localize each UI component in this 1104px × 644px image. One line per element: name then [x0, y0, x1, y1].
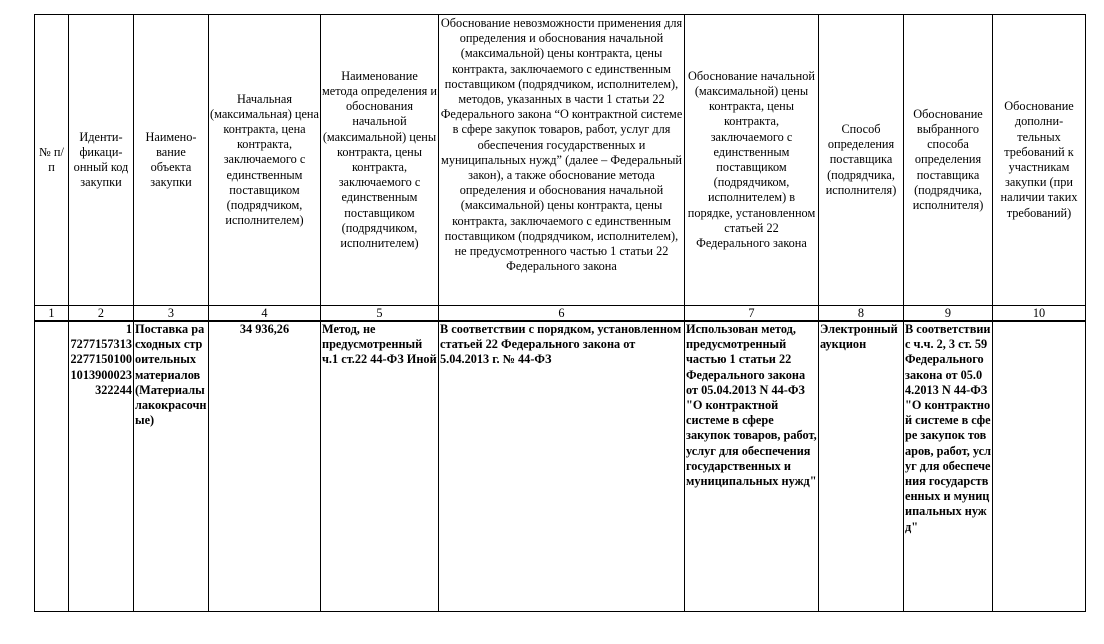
- row-index-text: 1: [125, 322, 132, 336]
- cell-procurement-code: [69, 321, 134, 612]
- header-justification-impossibility: Обоснование невозможности применения для определения и обоснования начальной (максимальной) цены контракта, цены контракта, заключаемого с единственным поставщиком (подрядчиком, исполнителем), методов, указанных в части 1 статьи 22 Федерального закона “О контрактной системе в сфере закупок товаров, работ, услуг для обеспечения государственных и муниципальных нужд” (далее – Федеральный закон), а также обоснование метода определения и обоснования начальной (максимальной) цены контракта, цены контракта, заключаемого с единственным поставщиком (подрядчиком, исполнителем), не предусмотренного частью 1 статьи 22 Федерального закона: [439, 15, 685, 306]
- column-number: 5: [321, 306, 439, 322]
- header-code: Иденти-фикаци-онный код закупки: [69, 15, 134, 306]
- cell-object: Поставка расходных строительных материалов (Материалы лакокрасочные): [134, 321, 209, 612]
- cell-supplier-method-justification: В соответствии с ч.ч. 2, 3 ст. 59 Федерального закона от 05.04.2013 N 44-ФЗ "О контрактной системе в сфере закупок товаров, работ, услуг для обеспечения государственных и муниципальных нужд": [904, 321, 993, 612]
- header-row: [35, 15, 1086, 306]
- header-additional-requirements: Обоснование дополни-тельных требований к участникам закупки (при наличии таких требований): [993, 15, 1086, 306]
- column-number: 1: [35, 306, 69, 322]
- header-supplier-method-justification: Обоснование выбранного способа определения поставщика (подрядчика, исполнителя): [904, 15, 993, 306]
- cell-price: 34 936,26: [209, 321, 321, 612]
- cell-method: Метод, не предусмотренный ч.1 ст.22 44-ФЗ Иной: [321, 321, 439, 612]
- column-number: 9: [904, 306, 993, 322]
- row-index: [35, 321, 69, 612]
- header-object: Наимено-вание объекта закупки: [134, 15, 209, 306]
- column-number-row: [35, 306, 1086, 322]
- cell-additional-requirements: [993, 321, 1086, 612]
- column-number: 2: [69, 306, 134, 322]
- cell-justification-price: Использован метод, предусмотренный частью 1 статьи 22 Федерального закона от 05.04.2013 N 44-ФЗ "О контрактной системе в сфере закупок товаров, работ, услуг для обеспечения государственных и муниципальных нужд": [685, 321, 819, 612]
- header-index: № п/п: [35, 15, 69, 306]
- column-number: 6: [439, 306, 685, 322]
- header-justification-price: Обоснование начальной (максимальной) цены контракта, цены контракта, заключаемого с единственным поставщиком (подрядчиком, исполнителем) в порядке, установленном статьей 22 Федерального закона: [685, 15, 819, 306]
- header-supplier-method: Способ определения поставщика (подрядчика, исполнителя): [819, 15, 904, 306]
- cell-justification-impossibility: В соответствии с порядком, установленном статьей 22 Федерального закона от 5.04.2013 г. № 44-ФЗ: [439, 321, 685, 612]
- header-method: Наименование метода определения и обоснования начальной (максимальной) цены контракта, цены контракта, заключаемого с единственным поставщиком (подрядчиком, исполнителем): [321, 15, 439, 306]
- cell-supplier-method: Электронный аукцион: [819, 321, 904, 612]
- table-row: [35, 321, 1086, 612]
- column-number: 8: [819, 306, 904, 322]
- column-number: 4: [209, 306, 321, 322]
- header-price: Начальная (максимальная) цена контракта, цена контракта, заключаемого с единственным поставщиком (подрядчиком, исполнителем): [209, 15, 321, 306]
- column-number: 3: [134, 306, 209, 322]
- procurement-code: 727715731322771501001013900023322244: [70, 337, 132, 397]
- column-number: 10: [993, 306, 1086, 322]
- column-number: 7: [685, 306, 819, 322]
- procurement-justification-table: [34, 14, 1086, 612]
